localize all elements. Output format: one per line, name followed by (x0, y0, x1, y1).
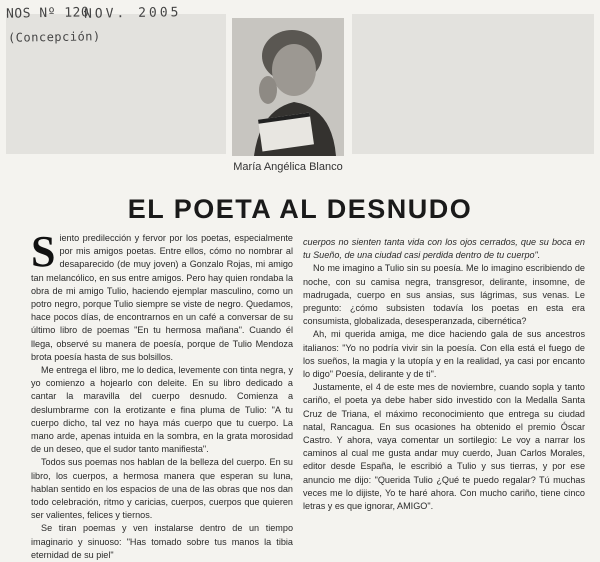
handwritten-place: (Concepción) (7, 29, 101, 45)
paragraph: Justamente, el 4 de este mes de noviembre, cuando sopla y tanto cariño, el poeta ya debe haber sido investido con la Medalla Santa Cruz de Triana, el máximo reconocimiento que entrega su ciudad natal, Rancagua. En sus ocasiones ha obtenido el premio Óscar Castro. Y ahora, vaya comentar un sortilegio: Le voy a narrar los caminos al cual me gusta andar muy cuerdo, Juan Carlos Morales, editor desde España, le escribió a Tulio y sus tierras, y por ese anuncio me dijo: "Querida Tulio ¿Qué te puedo regalar? Tú muchas veces me lo dijiste, Yo te haré ahora. Con mucho cariño, tiene cinco letras y es que ignorar, AMIGO". (303, 382, 585, 512)
paragraph: Todos sus poemas nos hablan de la belleza del cuerpo. En su libro, los cuerpos, a hermosa manera que esperan su luna, hablan sentido en los espacios de una de las obras que nos dan todo celebración, ritmo y caricias, cuerpos, cuerpos que quieren ser valientes, felices y tiernos. (31, 457, 293, 521)
background-column-right (352, 14, 594, 154)
photo-caption: María Angélica Blanco (233, 161, 343, 173)
article-column-left (31, 227, 293, 560)
paragraph: Ah, mi querida amiga, me dice haciendo gala de sus ancestros italianos: "Yo no podría vivir sin la poesía. Con ella está el fuego de los sueños, la magia y la utopía y en la realidad, ya casi por encanto lo digo" Poesía, delirante y de ti". (303, 329, 585, 380)
article-column-right (303, 236, 585, 521)
handwritten-issue: NOS Nº 120 (5, 5, 90, 22)
paragraph: Me entrega el libro, me lo dedica, levemente con tinta negra, y yo comienzo a hojearlo con deleite. En su libro dedicado a cantar la maravilla del cuerpo desnudo. Comienza a deslumbrarme con la erotizante e fina pluma de Tulio: "A tu cuerpo dicho, tal vez no haya más cuerpo que tu cuerpo. La mano arde, apenas intuida en la sombra, en la grata morosidad de un deseo, que el sudor tanto manifiesta". (31, 365, 293, 455)
paragraph: cuerpos no sienten tanta vida con los ojos cerrados, que su boca en tu Sueño, de una ciudad casi perdida dentro de tu cuerpo". (303, 237, 585, 261)
paragraph: Se tiran poemas y ven instalarse dentro de un tiempo imaginario y sinuoso: "Has tomado sobre tus manos la tibia eternidad de su piel" (31, 523, 293, 560)
author-photo (232, 18, 344, 156)
handwritten-date: NOV. 2005 (83, 5, 182, 22)
article-title: EL POETA AL DESNUDO (127, 194, 473, 224)
drop-cap: S (31, 227, 56, 276)
paragraph: No me imagino a Tulio sin su poesía. Me lo imagino escribiendo de noche, con su camisa negra, transgresor, delirante, insomne, de madrugada, cuerpo en sus ansias, sus lágrimas, sus venas. Le pregunto: ¿cómo subsisten todavía los poetas en esta era consumista, globalizada, desesperanzada, cibernética? (303, 263, 585, 327)
paragraph: Siento predilección y fervor por los poetas, especialmente por mis amigos poetas. Entre ellos, cómo no nombrar al desaparecido (de muy joven) a Gonzalo Rojas, mi amigo tan melancólico, en sus entre amigos. Pero hay quien rondaba la obra de mi amigo Tulio, haciendo ejemplar masculino, como un potro negro, porque Tulio siempre se viste de negro. Quedamos, hace pocos días, de encontrarnos en un café a conversar de su último libro de poemas "En tu hermosa mañana". Cuando él llega, observé su manera de poesía, porque de Tulio Mendoza brota poesía hasta de sus bolsillos. (31, 227, 293, 362)
